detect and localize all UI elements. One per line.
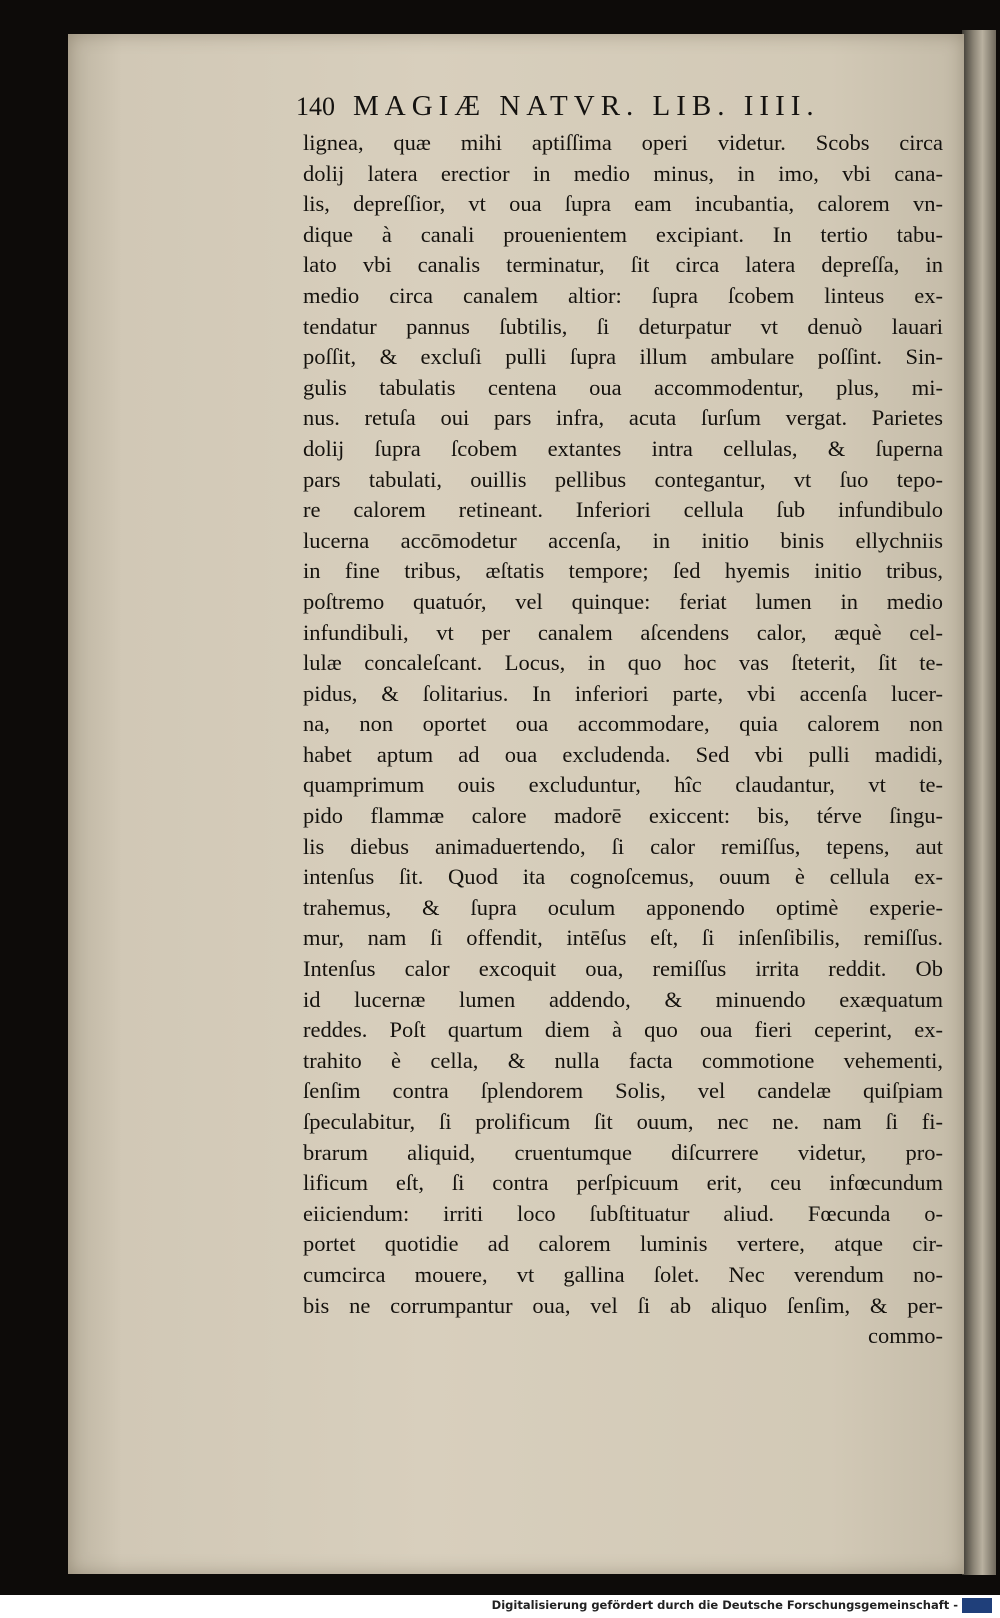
text-line: trahito è cella, & nulla facta commotione vehementi, (303, 1047, 943, 1073)
text-line: lato vbi canalis terminatur, ſit circa latera depreſſa, in (303, 252, 943, 278)
text-line: pars tabulati, ouillis pellibus contegantur, vt ſuo tepo- (303, 466, 943, 492)
text-line: habet aptum ad oua excludenda. Sed vbi pulli madidi, (303, 741, 943, 767)
text-line: lis diebus animaduertendo, ſi calor remiſſus, tepens, aut (303, 833, 943, 859)
text-line: mur, nam ſi offendit, intēſus eſt, ſi inſenſibilis, remiſſus. (303, 925, 943, 951)
footer-bar (0, 1595, 1000, 1618)
catchword: commo- (868, 1323, 943, 1349)
text-line: portet quotidie ad calorem luminis vertere, atque cir- (303, 1231, 943, 1257)
text-line: pidus, & ſolitarius. In inferiori parte, vbi accenſa lucer- (303, 680, 943, 706)
text-line: poſſit, & excluſi pulli ſupra illum ambulare poſſint. Sin- (303, 344, 943, 370)
dfg-logo (962, 1598, 992, 1613)
text-line: ſenſim contra ſplendorem Solis, vel candelæ quiſpiam (303, 1078, 943, 1104)
text-line: lucerna accōmodetur accenſa, in initio binis ellychniis (303, 527, 943, 553)
text-line: tendatur pannus ſubtilis, ſi deturpatur vt denuò lauari (303, 313, 943, 339)
text-line: nus. retuſa oui pars infra, acuta ſurſum vergat. Parietes (303, 405, 943, 431)
text-line: cumcirca mouere, vt gallina ſolet. Nec verendum no- (303, 1261, 943, 1287)
text-line: re calorem retineant. Inferiori cellula ſub infundibulo (303, 497, 943, 523)
text-line: ſpeculabitur, ſi prolificum ſit ouum, nec ne. nam ſi fi- (303, 1109, 943, 1134)
footer-credit: Digitalisierung gefördert durch die Deutsche Forschungsgemeinschaft - (491, 1598, 958, 1612)
text-line: intenſus ſit. Quod ita cognoſcemus, ouum è cellula ex- (303, 864, 943, 890)
text-line: pido flammæ calore madorē exiccent: bis, térve ſingu- (303, 803, 943, 829)
text-line: dolij latera erectior in medio minus, in imo, vbi cana- (303, 160, 943, 186)
text-line: na, non oportet oua accommodare, quia calorem non (303, 711, 943, 737)
page-edges (962, 30, 996, 1575)
text-line: Intenſus calor excoquit oua, remiſſus irrita reddit. Ob (303, 956, 943, 982)
text-line: eiiciendum: irriti loco ſubſtituatur aliud. Fœcunda o- (303, 1200, 943, 1226)
running-header (296, 90, 936, 126)
text-line: medio circa canalem altior: ſupra ſcobem linteus ex- (303, 282, 943, 308)
text-line: in fine tribus, æſtatis tempore; ſed hyemis initio tribus, (303, 558, 943, 584)
text-line: trahemus, & ſupra oculum apponendo optimè experie- (303, 894, 943, 920)
text-line: infundibuli, vt per canalem aſcendens calor, æquè cel- (303, 619, 943, 645)
body-text (303, 128, 943, 1352)
text-line: lulæ concaleſcant. Locus, in quo hoc vas ſteterit, ſit te- (303, 650, 943, 676)
text-line: lis, depreſſior, vt oua ſupra eam incubantia, calorem vn- (303, 191, 943, 217)
text-line: lificum eſt, ſi contra perſpicuum erit, ceu infœcundum (303, 1170, 943, 1196)
text-line: bis ne corrumpantur oua, vel ſi ab aliquo ſenſim, & per- (303, 1292, 943, 1318)
text-line: quamprimum ouis excluduntur, hîc claudantur, vt te- (303, 772, 943, 798)
text-line: lignea, quæ mihi aptiſſima operi videtur. Scobs circa (303, 130, 943, 155)
page-number: 140 (296, 92, 335, 121)
text-line: gulis tabulatis centena oua accommodentur, plus, mi- (303, 374, 943, 400)
text-line: id lucernæ lumen addendo, & minuendo exæquatum (303, 986, 943, 1012)
text-line: brarum aliquid, cruentumque diſcurrere videtur, pro- (303, 1139, 943, 1165)
text-line: poſtremo quatuór, vel quinque: feriat lumen in medio (303, 588, 943, 614)
running-title: MAGIÆ NATVR. LIB. IIII. (353, 90, 820, 122)
text-line: dique à canali prouenientem excipiant. In tertio tabu- (303, 221, 943, 247)
text-line: dolij ſupra ſcobem extantes intra cellulas, & ſuperna (303, 435, 943, 461)
text-line: reddes. Poſt quartum diem à quo oua fieri ceperint, ex- (303, 1017, 943, 1043)
